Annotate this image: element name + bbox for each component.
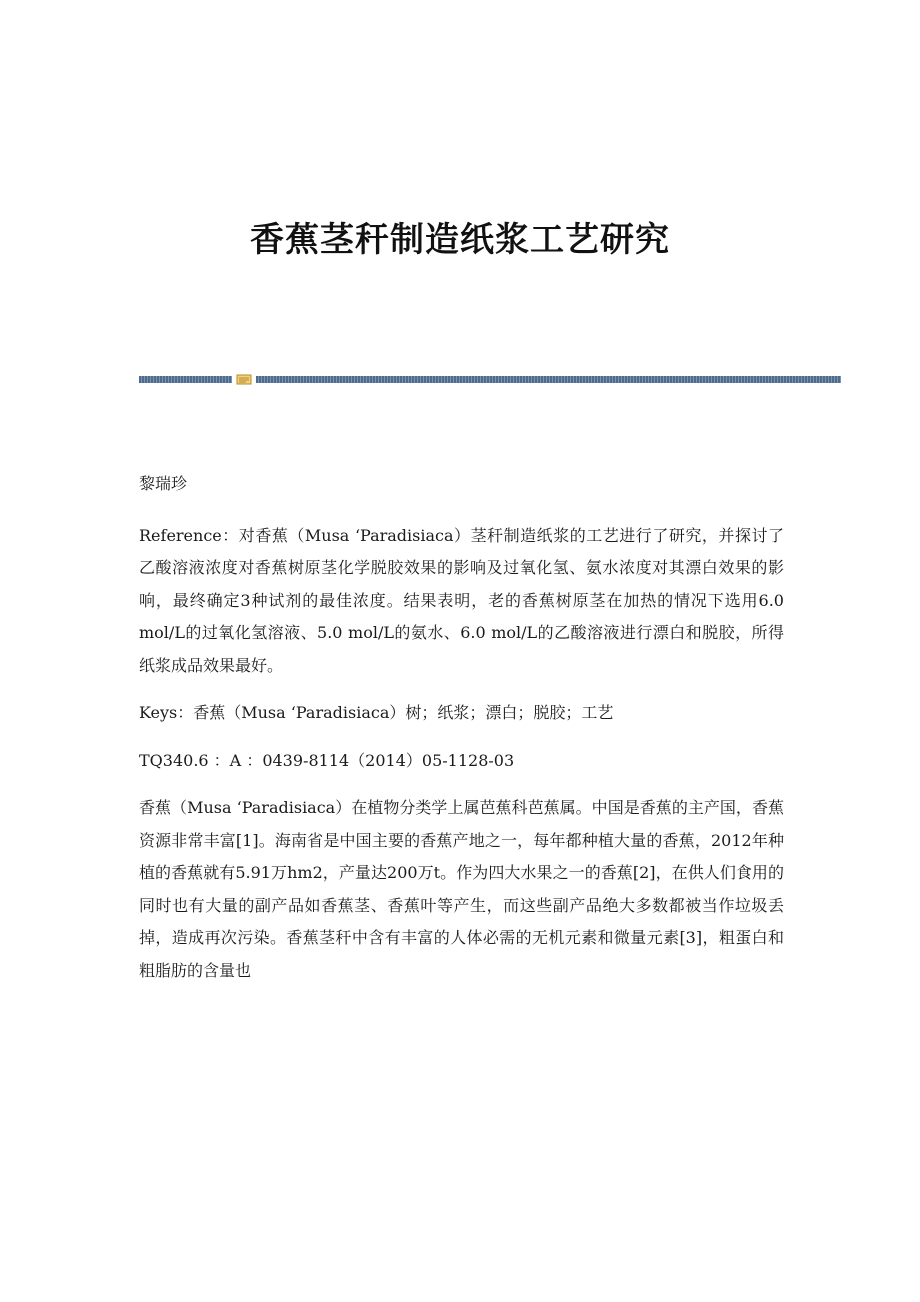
divider-ornament-icon bbox=[236, 374, 252, 385]
document-content bbox=[139, 468, 784, 987]
divider-bar-right bbox=[256, 376, 841, 383]
abstract-paragraph: Reference：对香蕉（Musa ‘Paradisiaca）茎秆制造纸浆的工艺进行了研究，并探讨了乙酸溶液浓度对香蕉树原茎化学脱胶效果的影响及过氧化氢、氨水浓度对其漂白效果的影响，最终确定3种试剂的最佳浓度。结果表明，老的香蕉树原茎在加热的情况下选用6.0 mol/L的过氧化氢溶液、5.0 mol/L的氨水、6.0 mol/L的乙酸溶液进行漂白和脱胶，所得纸浆成品效果最好。 bbox=[139, 525, 784, 675]
document-title: 香蕉茎秆制造纸浆工艺研究 bbox=[250, 220, 670, 260]
author-name: 黎瑞珍 bbox=[139, 474, 188, 493]
divider-bar-left bbox=[139, 376, 232, 383]
title-divider bbox=[139, 374, 841, 384]
keywords-line: Keys：香蕉（Musa ‘Paradisiaca）树；纸浆；漂白；脱胶；工艺 bbox=[139, 703, 614, 722]
classification-line: TQ340.6 ：A ：0439-8114（2014）05-1128-03 bbox=[139, 750, 515, 770]
body-paragraph: 香蕉（Musa ‘Paradisiaca）在植物分类学上属芭蕉科芭蕉属。中国是香蕉的主产国，香蕉资源非常丰富[1]。海南省是中国主要的香蕉产地之一，每年都种植大量的香蕉，2012年种植的香蕉就有5.91万hm2，产量达200万t。作为四大水果之一的香蕉[2]，在供人们食用的同时也有大量的副产品如香蕉茎、香蕉叶等产生，而这些副产品绝大多数都被当作垃圾丢掉，造成再次污染。香蕉茎秆中含有丰富的人体必需的无机元素和微量元素[3]，粗蛋白和粗脂肪的含量也 bbox=[139, 798, 784, 980]
